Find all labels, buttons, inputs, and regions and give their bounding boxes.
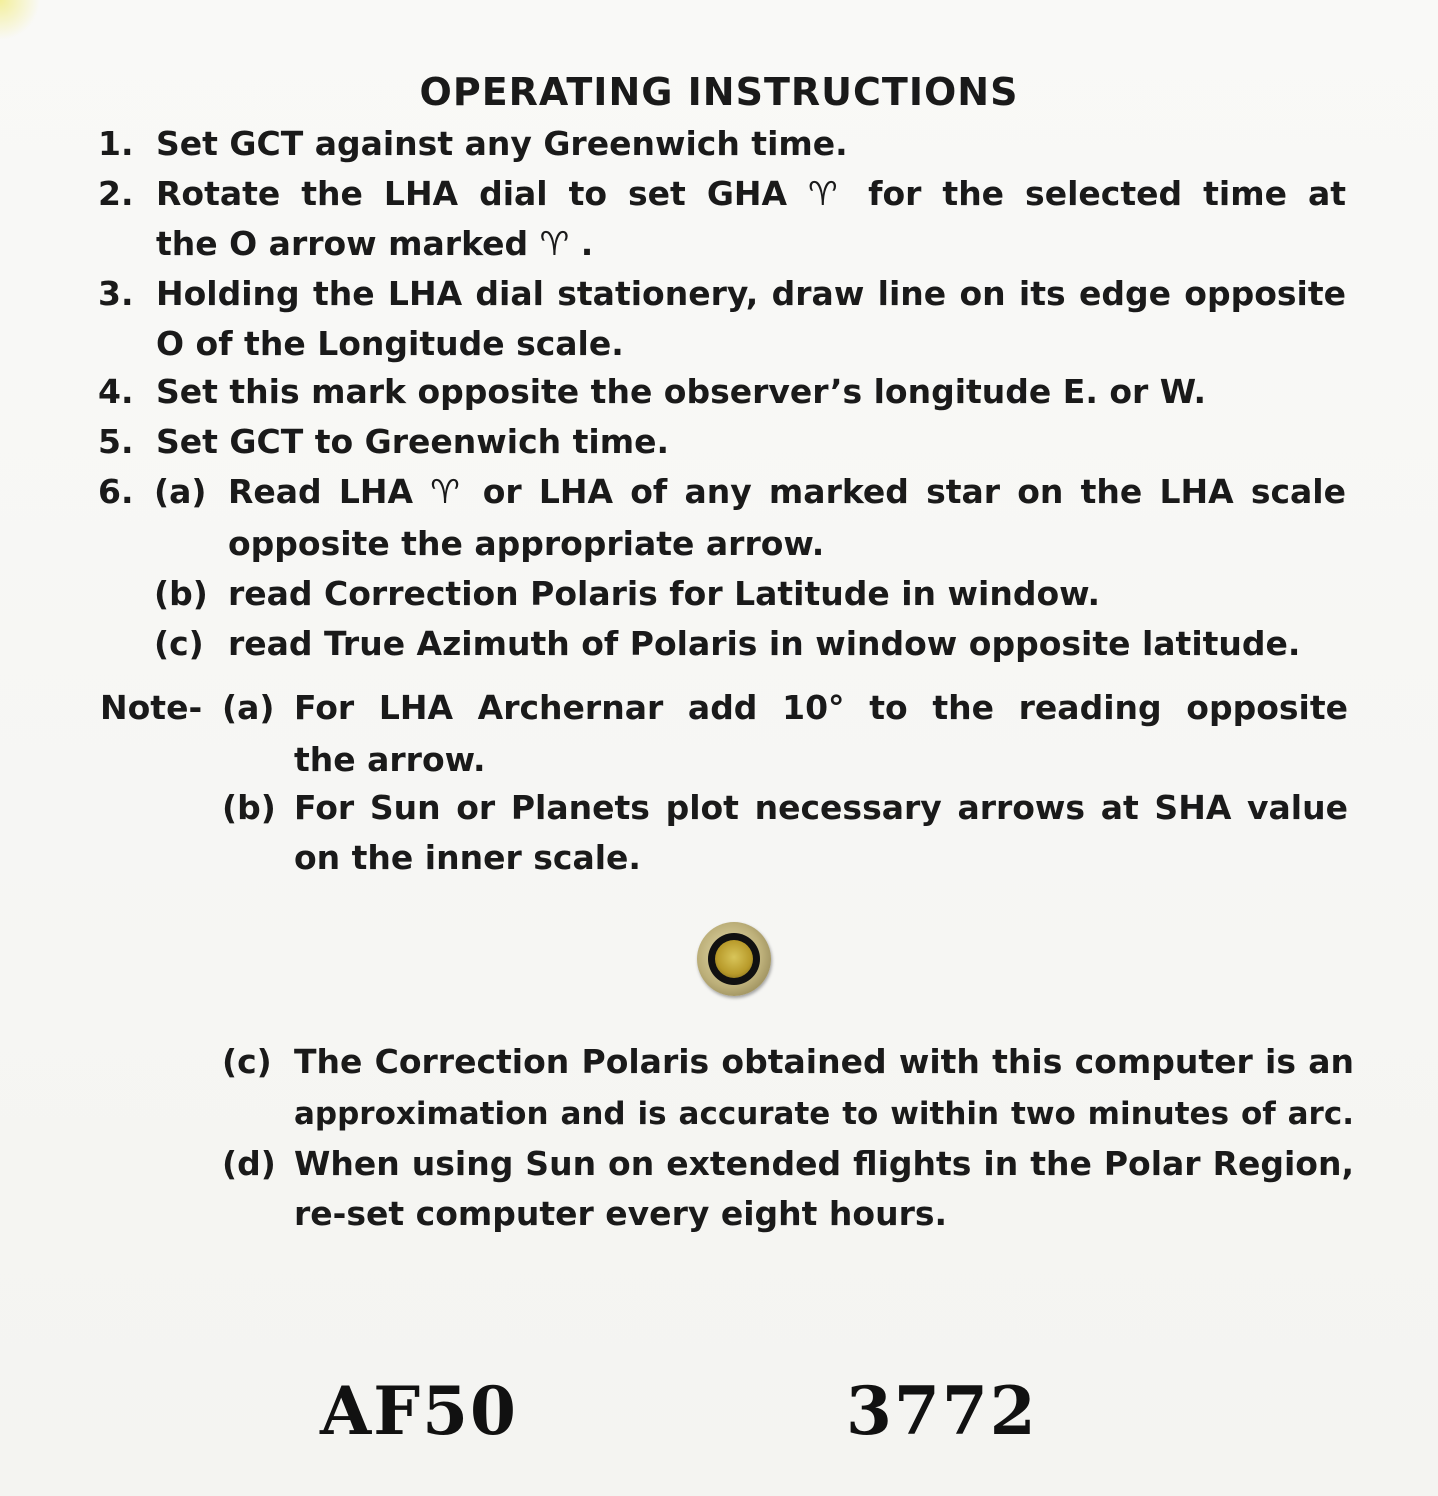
note-a-line-2: the arrow. <box>294 740 486 779</box>
step-6c-line-1: read True Azimuth of Polaris in window opposite latitude. <box>228 624 1301 663</box>
note-b-label: (b) <box>222 788 276 827</box>
eyelet-rivet-icon <box>697 922 771 996</box>
note-d-line-1: When using Sun on extended flights in the Polar Region, <box>294 1144 1354 1183</box>
step-6b-label: (b) <box>154 574 208 613</box>
eyelet-rim <box>708 933 760 985</box>
stamp-model-code: AF50 <box>320 1372 518 1450</box>
note-b-line-1: For Sun or Planets plot necessary arrows at SHA value <box>294 788 1348 827</box>
step-5-line-1: Set GCT to Greenwich time. <box>156 422 669 461</box>
step-4-number: 4. <box>98 372 134 411</box>
step-3-line-2: O of the Longitude scale. <box>156 324 624 363</box>
step-2-number: 2. <box>98 174 134 213</box>
note-block-top <box>100 688 1350 888</box>
eyelet-hole <box>715 940 753 978</box>
step-5-number: 5. <box>98 422 134 461</box>
note-c-line-1: The Correction Polaris obtained with this computer is an <box>294 1042 1354 1081</box>
step-2-line-2: the O arrow marked ♈ . <box>156 224 594 263</box>
note-a-label: (a) <box>222 688 275 727</box>
step-3-line-1: Holding the LHA dial stationery, draw line on its edge opposite <box>156 274 1346 313</box>
note-b-line-2: on the inner scale. <box>294 838 641 877</box>
stamp-serial-number: 3772 <box>846 1372 1038 1450</box>
step-3-number: 3. <box>98 274 134 313</box>
note-c-line-2: approximation and is accurate to within two minutes of arc. <box>294 1096 1354 1132</box>
note-label: Note- <box>100 688 203 727</box>
note-a-line-1: For LHA Archernar add 10° to the reading opposite <box>294 688 1348 727</box>
step-1-number: 1. <box>98 124 134 163</box>
step-2-line-1: Rotate the LHA dial to set GHA ♈ for the selected time at <box>156 174 1346 213</box>
note-d-line-2: re-set computer every eight hours. <box>294 1194 948 1233</box>
step-4-line-1: Set this mark opposite the observer’s longitude E. or W. <box>156 372 1207 411</box>
corner-tint <box>0 0 40 40</box>
step-6a-line-2: opposite the appropriate arrow. <box>228 524 825 563</box>
step-1-line-1: Set GCT against any Greenwich time. <box>156 124 848 163</box>
step-6 <box>98 472 1348 662</box>
page-title: OPERATING INSTRUCTIONS <box>419 70 1019 114</box>
note-block-bottom <box>222 1042 1354 1242</box>
note-c-label: (c) <box>222 1042 272 1081</box>
step-6b-line-1: read Correction Polaris for Latitude in window. <box>228 574 1101 613</box>
step-3 <box>98 274 1348 364</box>
step-2 <box>98 174 1348 264</box>
step-6a-line-1: Read LHA ♈ or LHA of any marked star on the LHA scale <box>228 472 1346 511</box>
step-6-number: 6. <box>98 472 134 511</box>
note-d-label: (d) <box>222 1144 276 1183</box>
step-6a-label: (a) <box>154 472 207 511</box>
step-6c-label: (c) <box>154 624 204 663</box>
